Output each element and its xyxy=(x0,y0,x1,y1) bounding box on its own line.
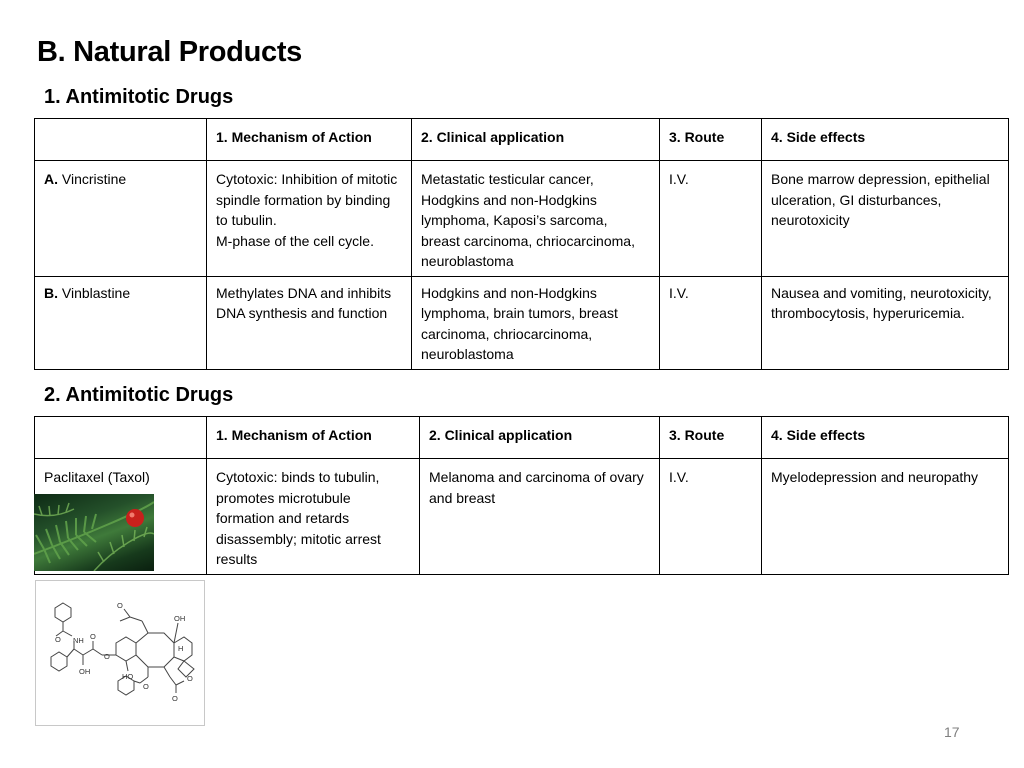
drug-name: Vinblastine xyxy=(61,284,131,301)
structure-label: NH xyxy=(73,636,84,645)
drug-name-cell: Paclitaxel (Taxol) xyxy=(35,459,207,575)
structure-label: OH xyxy=(174,614,186,623)
drug-name-cell xyxy=(35,161,207,277)
column-header-drug xyxy=(35,417,207,459)
column-header-route: 3. Route xyxy=(660,119,762,161)
mechanism-cell: Methylates DNA and inhibits DNA synthesis and function xyxy=(207,276,412,369)
structure-label: O xyxy=(187,674,193,683)
column-header-application: 2. Clinical application xyxy=(412,119,660,161)
route-cell: I.V. xyxy=(660,161,762,277)
yew-branch-illustration xyxy=(34,494,154,571)
route-cell: I.V. xyxy=(660,276,762,369)
column-header-mechanism: 1. Mechanism of Action xyxy=(207,119,412,161)
page-number: 17 xyxy=(944,724,960,740)
column-header-mechanism: 1. Mechanism of Action xyxy=(207,417,420,459)
slide-title: B. Natural Products xyxy=(37,36,303,68)
drug-name: Vincristine xyxy=(61,171,127,187)
section-heading-1: 1. Antimitotic Drugs xyxy=(44,86,234,108)
structure-label: HO xyxy=(122,672,134,681)
paclitaxel-structure-diagram xyxy=(35,580,205,726)
drug-letter: A. xyxy=(44,171,58,187)
route-cell: I.V. xyxy=(660,459,762,575)
table-row xyxy=(35,276,1009,369)
structure-label: O xyxy=(104,652,110,661)
drug-letter: B. xyxy=(44,284,58,301)
column-header-drug xyxy=(35,119,207,161)
side-effects-cell: Bone marrow depression, epithelial ulceration, GI disturbances, neurotoxicity xyxy=(762,161,1009,277)
mechanism-cell: Cytotoxic: binds to tubulin, promotes microtubule formation and retards disassembly; mitotic arrest results xyxy=(207,459,420,575)
mechanism-cell xyxy=(207,161,412,277)
drug-name-cell xyxy=(35,276,207,369)
structure-label: O xyxy=(143,682,149,691)
application-cell: Hodgkins and non-Hodgkins lymphoma, brain tumors, breast carcinoma, chriocarcinoma, neuroblastoma xyxy=(412,276,660,369)
mechanism-text: M-phase of the cell cycle. xyxy=(216,232,374,249)
yew-branch-photo xyxy=(34,494,154,571)
structure-label: O xyxy=(55,635,61,644)
structure-label: OH xyxy=(79,667,91,676)
side-effects-cell: Nausea and vomiting, neurotoxicity, thrombocytosis, hyperuricemia. xyxy=(762,276,1009,369)
column-header-side-effects: 4. Side effects xyxy=(762,417,1009,459)
structure-label: O xyxy=(90,632,96,641)
structure-label: O xyxy=(172,694,178,703)
mechanism-text: Cytotoxic: Inhibition of mitotic spindle formation by binding to tubulin. xyxy=(216,171,398,228)
column-header-route: 3. Route xyxy=(660,417,762,459)
column-header-side-effects: 4. Side effects xyxy=(762,119,1009,161)
section-heading-2: 2. Antimitotic Drugs xyxy=(44,384,234,406)
table-row xyxy=(35,161,1009,277)
berry-icon xyxy=(126,509,144,527)
drug-table-antimitotic-1 xyxy=(34,118,1009,370)
column-header-application: 2. Clinical application xyxy=(420,417,660,459)
application-cell: Melanoma and carcinoma of ovary and breast xyxy=(420,459,660,575)
drug-table-antimitotic-2 xyxy=(34,416,1009,575)
structure-label: O xyxy=(117,601,123,610)
application-cell: Metastatic testicular cancer, Hodgkins and non-Hodgkins lymphoma, Kaposi’s sarcoma, breast carcinoma, chriocarcinoma, neuroblastoma xyxy=(412,161,660,277)
table-header-row xyxy=(35,417,1009,459)
structure-label: H xyxy=(178,644,184,653)
chemical-structure-icon xyxy=(36,581,204,725)
table-row xyxy=(35,459,1009,575)
table-header-row xyxy=(35,119,1009,161)
side-effects-cell: Myelodepression and neuropathy xyxy=(762,459,1009,575)
